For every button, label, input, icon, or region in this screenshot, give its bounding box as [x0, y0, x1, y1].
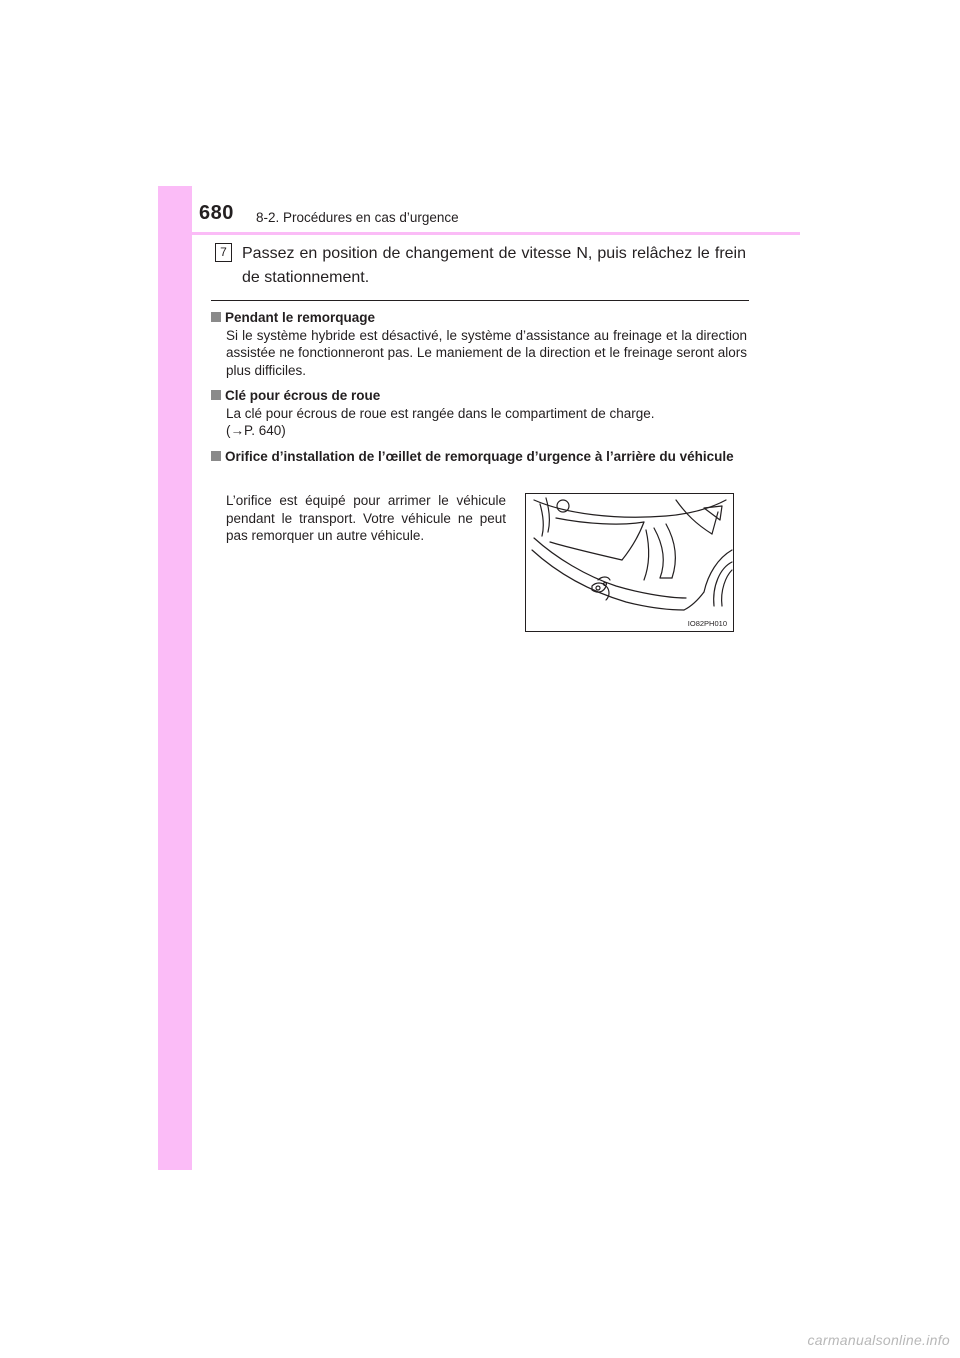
rear-bumper-tow-hook-icon — [526, 494, 733, 631]
note-body — [226, 405, 747, 440]
square-bullet-icon — [211, 312, 221, 322]
step-number-box: 7 — [215, 243, 232, 262]
figure-code: IO82PH010 — [687, 619, 727, 628]
step-text: Passez en position de changement de vitesse N, puis relâchez le frein de stationnement. — [242, 245, 746, 286]
note-body: Si le système hybride est désactivé, le système d’assistance au freinage et la direction assistée ne fonctionneront pas. Le maniement de la direction et le freinage seront alors plus difficiles. — [226, 327, 747, 378]
square-bullet-icon — [211, 390, 221, 400]
note-heading: Clé pour écrous de roue — [225, 388, 381, 403]
page-reference: (→P. 640) — [226, 423, 286, 438]
chapter-side-band — [158, 186, 192, 1170]
rear-bumper-illustration — [525, 493, 734, 632]
section-divider — [211, 300, 749, 301]
header-rule — [192, 232, 800, 235]
square-bullet-icon — [211, 451, 221, 461]
note-heading: Pendant le remorquage — [225, 310, 376, 325]
watermark: carmanualsonline.info — [807, 1332, 950, 1348]
section-title: 8-2. Procédures en cas d’urgence — [256, 210, 459, 225]
note-wheel-nut-wrench — [211, 387, 747, 440]
page-number: 680 — [199, 202, 234, 224]
note-body: L’orifice est équipé pour arrimer le véhicule pendant le transport. Votre véhicule ne peut pas remorquer un autre véhicule. — [226, 493, 506, 543]
note-heading: Orifice d’installation de l’œillet de remorquage d’urgence à l’arrière du véhicule — [225, 449, 734, 464]
note-towing — [211, 309, 747, 379]
note-tow-eyelet — [211, 448, 747, 466]
note-body-line: La clé pour écrous de roue est rangée dans le compartiment de charge. — [226, 405, 655, 421]
